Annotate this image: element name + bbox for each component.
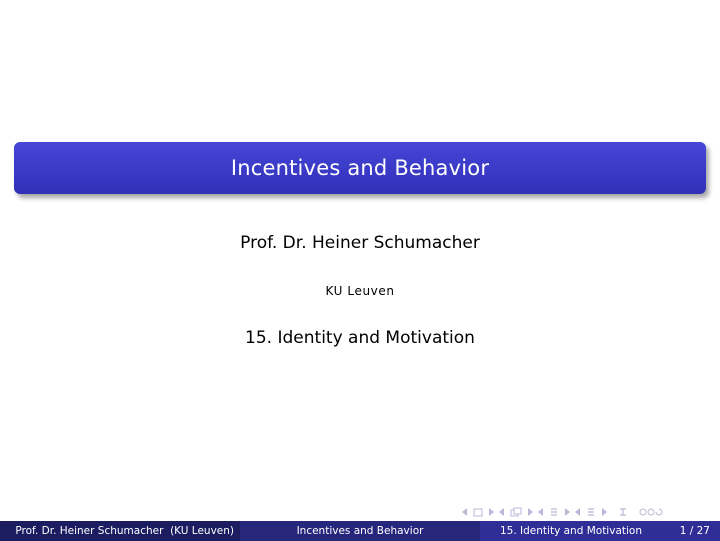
nav-slide-left-icon[interactable]	[575, 508, 581, 516]
footer-title	[240, 521, 480, 541]
nav-frame-icon[interactable]	[473, 508, 483, 517]
title-box	[14, 142, 706, 194]
nav-section-icon[interactable]	[549, 507, 559, 517]
nav-frame-left-icon[interactable]	[462, 508, 468, 516]
slide-title: Incentives and Behavior	[230, 156, 490, 180]
nav-slide-right-icon[interactable]	[601, 508, 607, 516]
footer-bar	[0, 521, 720, 541]
footer-author	[0, 521, 240, 541]
author-name: Prof. Dr. Heiner Schumacher	[240, 233, 480, 253]
nav-section-right-icon[interactable]	[564, 508, 570, 516]
nav-subsection-icon[interactable]	[510, 507, 522, 517]
nav-align-icon[interactable]	[618, 507, 628, 517]
navigation-bar	[462, 505, 663, 519]
nav-frame-right-icon[interactable]	[488, 508, 494, 516]
nav-subsection-right-icon[interactable]	[527, 508, 533, 516]
nav-slide-icon[interactable]	[586, 507, 596, 517]
nav-section-left-icon[interactable]	[538, 508, 544, 516]
footer-page-number: 1 / 27	[679, 525, 710, 537]
footer-title-text: Incentives and Behavior	[296, 525, 424, 537]
institute-name: KU Leuven	[325, 284, 395, 298]
footer-author-text: Prof. Dr. Heiner Schumacher (KU Leuven)	[15, 525, 234, 537]
slide-subtitle: 15. Identity and Motivation	[245, 328, 475, 348]
footer-section	[480, 521, 720, 541]
nav-subsection-left-icon[interactable]	[499, 508, 505, 516]
nav-search-icon[interactable]	[639, 507, 663, 517]
footer-section-text: 15. Identity and Motivation	[500, 525, 642, 537]
